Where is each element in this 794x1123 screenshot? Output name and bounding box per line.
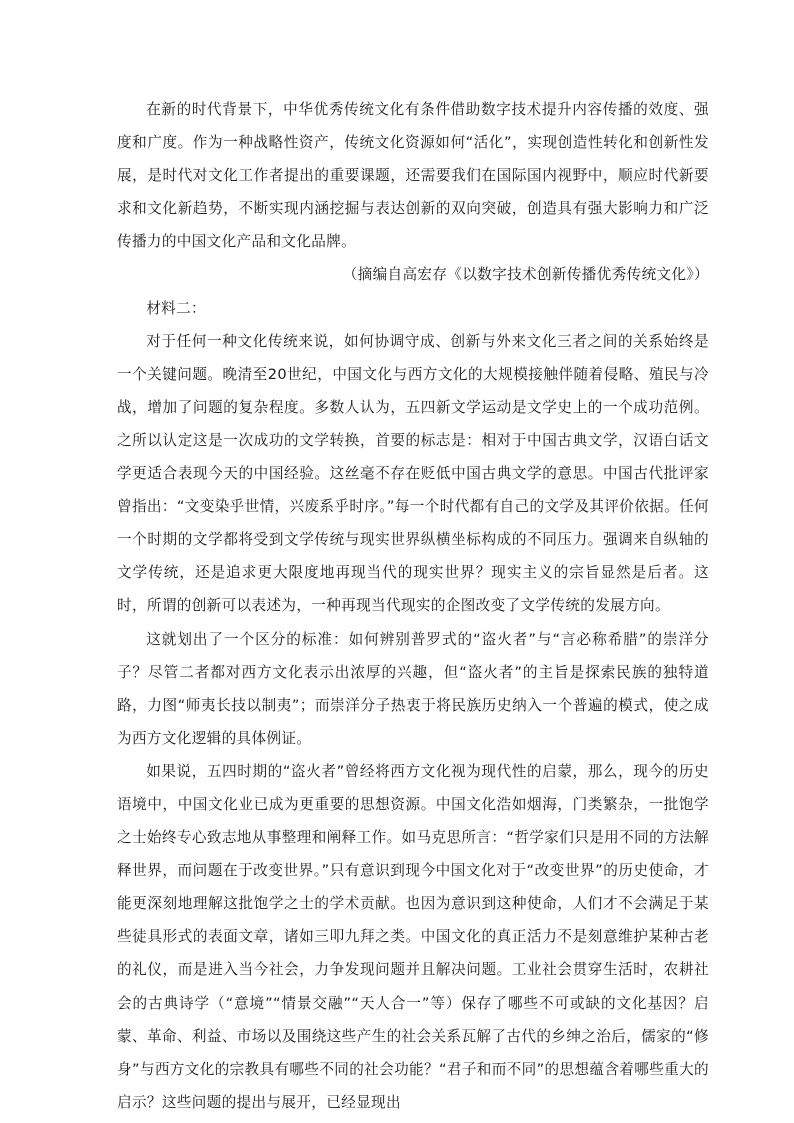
paragraph-digital-tradition: 在新的时代背景下，中华优秀传统文化有条件借助数字技术提升内容传播的效度、强度和广度。作为一种战略性资产，传统文化资源如何“活化”，实现创造性转化和创新性发展，是时代对文化工作者提出的重要课题，还需要我们在国际国内视野中，顺应时代新要求和文化新趋势，不断实现内涵挖掘与表达创新的双向突破，创造具有强大影响力和广泛传播力的中国文化产品和文化品牌。 <box>117 101 709 251</box>
paragraph-cultural-tradition: 对于任何一种文化传统来说，如何协调守成、创新与外来文化三者之间的关系始终是一个关键问题。晚清至20世纪，中国文化与西方文化的大规模接触伴随着侵略、殖民与冷战，增加了问题的复杂程度。多数人认为，五四新文学运动是文学史上的一个成功范例。之所以认定这是一次成功的文学转换，首要的标志是：相对于中国古典文学，汉语白话文学更适合表现今天的中国经验。这丝毫不存在贬低中国古典文学的意思。中国古代批评家曾指出：“文变染乎世情，兴废系乎时序。”每一个时代都有自己的文学及其评价依据。任何一个时期的文学都将受到文学传统与现实世界纵横坐标构成的不同压力。强调来自纵轴的文学传统，还是追求更大限度地再现当代的现实世界？现实主义的宗旨显然是后者。这时，所谓的创新可以表述为，一种再现当代现实的企图改变了文学传统的发展方向。 <box>117 332 709 615</box>
material-two-heading: 材料二： <box>146 299 206 317</box>
document-body <box>117 93 709 1119</box>
paragraph-distinction-standard: 这就划出了一个区分的标准：如何辨别普罗式的“盗火者”与“言必称希腊”的崇洋分子？尽管二者都对西方文化表示出浓厚的兴趣，但“盗火者”的主旨是探索民族的独特道路，力图“师夷长技以制夷”；而崇洋分子热衷于将民族历史纳入一个普遍的模式，使之成为西方文化逻辑的具体例证。 <box>117 630 709 747</box>
paragraph-chinese-culture-resource: 如果说，五四时期的“盗火者”曾经将西方文化视为现代性的启蒙，那么，现今的历史语境中，中国文化业已成为更重要的思想资源。中国文化浩如烟海，门类繁杂，一批饱学之士始终专心致志地从事整理和阐释工作。如马克思所言：“哲学家们只是用不同的方法解释世界，而问题在于改变世界。”只有意识到现今中国文化对于“改变世界”的历史使命，才能更深刻地理解这批饱学之士的学术贡献。也因为意识到这种使命，人们才不会满足于某些徒具形式的表面文章，诸如三叩九拜之类。中国文化的真正活力不是刻意维护某种古老的礼仪，而是进入当今社会，力争发现问题并且解决问题。工业社会贯穿生活时，农耕社会的古典诗学（“意境”“情景交融”“天人合一”等）保存了哪些不可或缺的文化基因？启蒙、革命、利益、市场以及围绕这些产生的社会关系瓦解了古代的乡绅之治后，儒家的“修身”与西方文化的宗教具有哪些不同的社会功能？“君子和而不同”的思想蕴含着哪些重大的启示？这些问题的提出与展开，已经显现出 <box>117 762 709 1111</box>
source-citation: （摘编自高宏存《以数字技术创新传播优秀传统文化》） <box>342 266 709 284</box>
